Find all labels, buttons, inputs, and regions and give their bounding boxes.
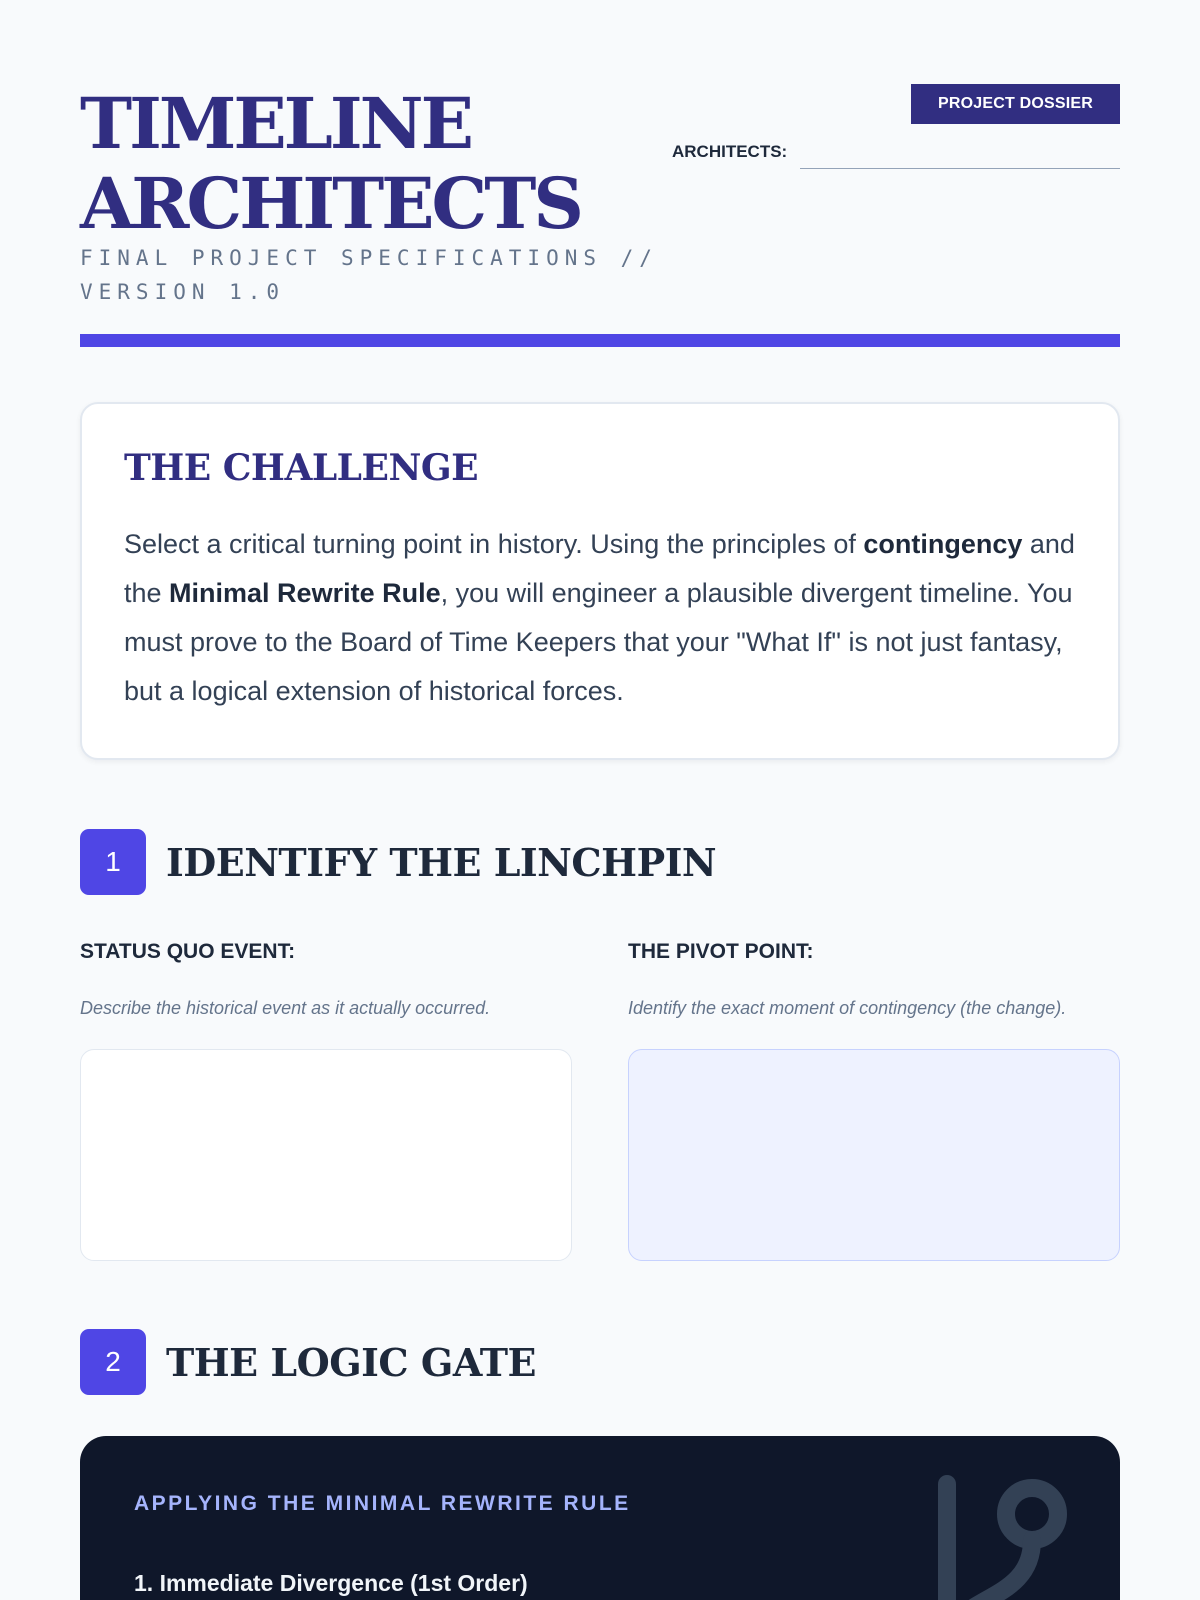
pivot-point-input[interactable] xyxy=(628,1049,1120,1261)
section-title: THE LOGIC GATE xyxy=(166,1339,536,1385)
challenge-text-part-3: , you will engineer a plausible divergent timeline. You must prove to the Board of Time Keepers that your "What If" is not just fantasy, but a logical extension of historical forces. xyxy=(124,578,1073,706)
step-number-badge: 1 xyxy=(80,829,146,895)
challenge-text-part-1: Select a critical turning point in history. Using the principles of xyxy=(124,529,864,559)
project-dossier-page xyxy=(80,0,1120,1600)
section-heading-linchpin xyxy=(80,829,716,895)
challenge-text-part-2: and the xyxy=(124,529,1075,608)
status-quo-input[interactable] xyxy=(80,1049,572,1261)
architects-label: ARCHITECTS: xyxy=(672,142,788,161)
architects-input-line[interactable] xyxy=(800,168,1120,169)
pivot-point-label: THE PIVOT POINT: xyxy=(628,940,814,963)
status-quo-hint: Describe the historical event as it actually occurred. xyxy=(80,998,491,1018)
header-divider xyxy=(80,334,1120,347)
section-heading-logic-gate xyxy=(80,1329,536,1395)
status-quo-column xyxy=(80,940,572,1020)
logic-gate-panel xyxy=(80,1436,1120,1600)
section-title: IDENTIFY THE LINCHPIN xyxy=(166,839,717,885)
page-title xyxy=(80,84,581,244)
challenge-bold-rule: Minimal Rewrite Rule xyxy=(169,578,441,608)
project-dossier-badge: PROJECT DOSSIER xyxy=(911,84,1120,124)
pivot-point-column xyxy=(628,940,1120,1020)
step-number-badge: 2 xyxy=(80,1329,146,1395)
title-line-1: TIMELINE xyxy=(80,82,471,165)
challenge-bold-contingency: contingency xyxy=(863,529,1023,559)
challenge-title: THE CHALLENGE xyxy=(124,447,479,489)
challenge-card xyxy=(80,402,1120,760)
git-branch-icon xyxy=(892,1474,1082,1600)
architects-field[interactable] xyxy=(672,142,1120,170)
challenge-text xyxy=(124,520,1076,716)
logic-gate-kicker: APPLYING THE MINIMAL REWRITE RULE xyxy=(134,1492,631,1515)
status-quo-label: STATUS QUO EVENT: xyxy=(80,940,296,963)
page-subtitle: FINAL PROJECT SPECIFICATIONS // VERSION 1.0 xyxy=(80,246,658,304)
pivot-point-hint: Identify the exact moment of contingency (the change). xyxy=(628,998,1067,1018)
logic-gate-item: 1. Immediate Divergence (1st Order) xyxy=(134,1570,528,1596)
title-line-2: ARCHITECTS xyxy=(80,162,581,245)
